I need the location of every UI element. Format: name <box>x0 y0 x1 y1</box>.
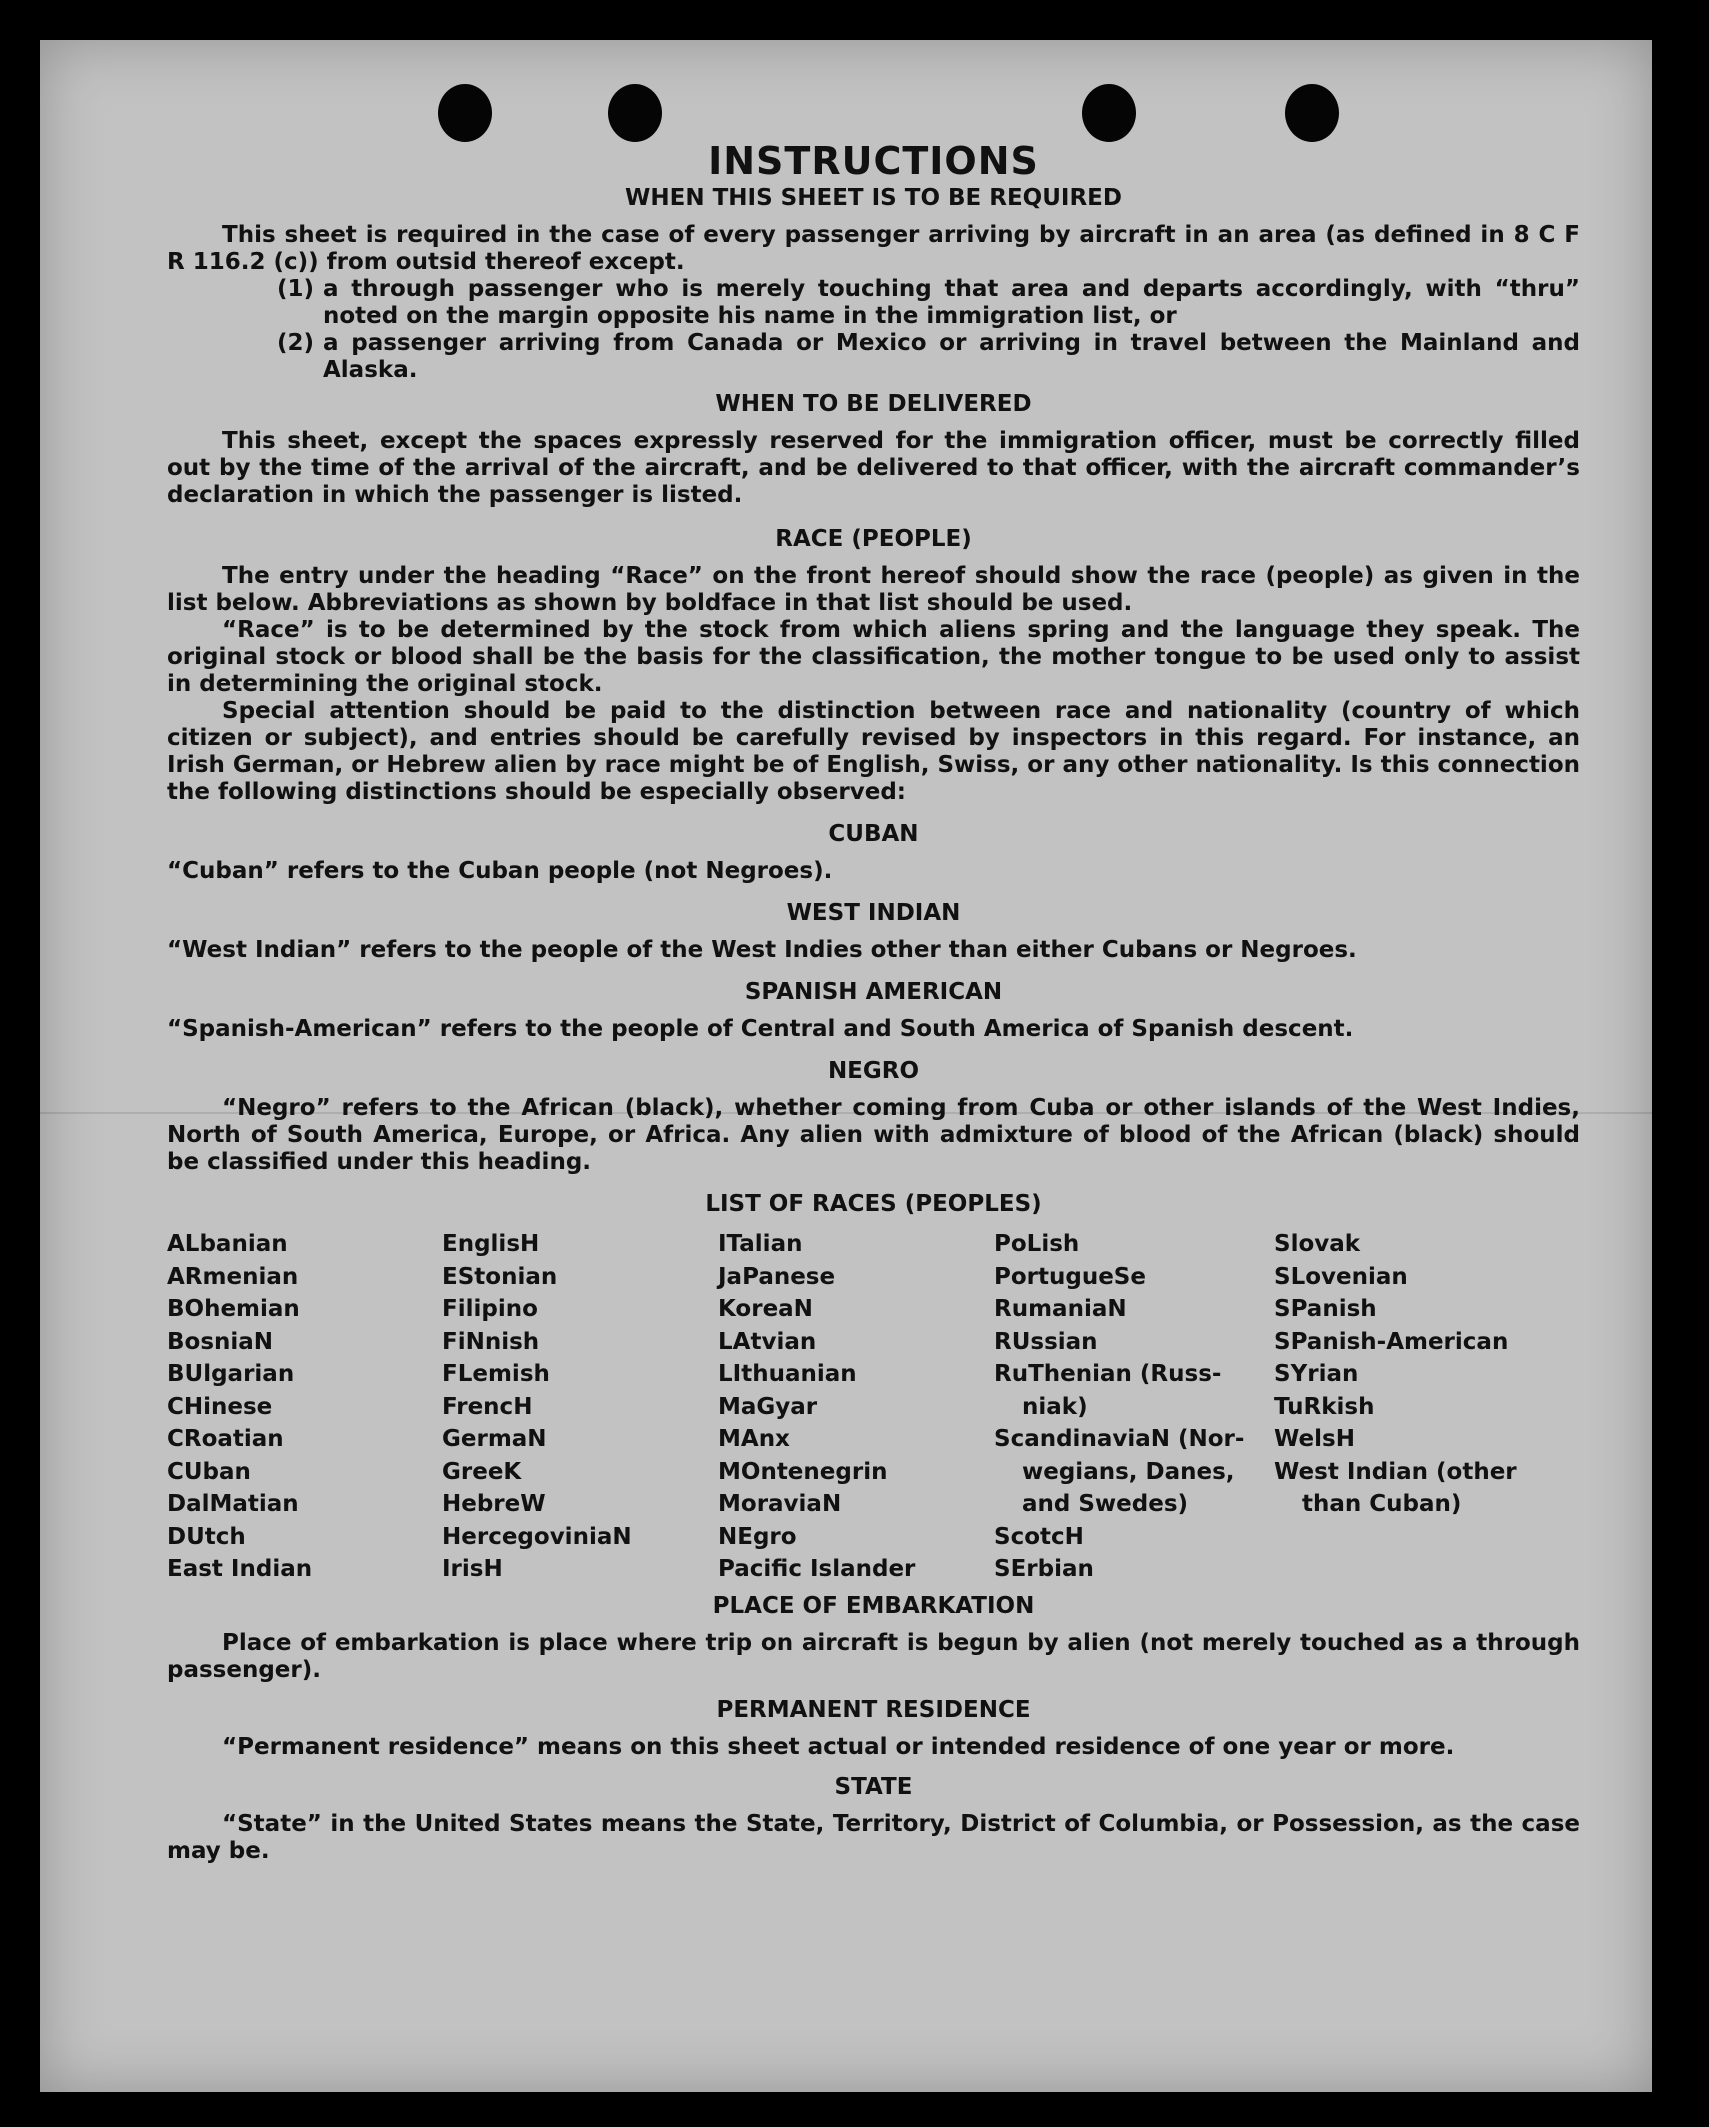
race-entry: Slovak <box>1274 1231 1361 1257</box>
race-entry: ITalian <box>718 1231 803 1257</box>
race-entry: PortugueSe <box>994 1263 1146 1290</box>
race-entry: GreeK <box>442 1458 522 1485</box>
race-entry: ARmenian <box>167 1263 299 1290</box>
punch-hole <box>1285 84 1339 142</box>
race-entry: Filipino <box>442 1296 538 1322</box>
race-entry: HebreW <box>442 1491 546 1517</box>
race-paragraph-1: The entry under the heading “Race” on the front hereof should show the race (people) as given in the list below. Abbreviations as shown by boldface in that list should be used. <box>167 563 1580 616</box>
race-entry: BosniaN <box>167 1328 274 1355</box>
race-entry: niak) <box>1022 1393 1088 1420</box>
race-entry: and Swedes) <box>1022 1491 1189 1517</box>
race-entry: GermaN <box>442 1426 547 1452</box>
race-entry: East Indian <box>167 1556 313 1582</box>
heading-when-delivered: WHEN TO BE DELIVERED <box>715 391 1032 417</box>
race-entry: KoreaN <box>718 1296 813 1322</box>
race-entry: LIthuanian <box>718 1361 857 1387</box>
west-indian-text: “West Indian” refers to the people of the West Indies other than either Cubans or Negroes. <box>167 937 1357 963</box>
race-entry: West Indian (other <box>1274 1458 1517 1485</box>
race-entry: CRoatian <box>167 1426 284 1452</box>
race-entry: CHinese <box>167 1393 273 1420</box>
heading-west-indian: WEST INDIAN <box>786 900 961 926</box>
spanish-american-text: “Spanish-American” refers to the people of Central and South America of Spanish descent. <box>167 1016 1354 1042</box>
race-entry: CUban <box>167 1458 251 1485</box>
heading-state: STATE <box>834 1773 913 1800</box>
race-entry: BUlgarian <box>167 1361 295 1387</box>
exception-list <box>167 276 1580 384</box>
heading-spanish-american: SPANISH AMERICAN <box>744 979 1003 1005</box>
cuban-text: “Cuban” refers to the Cuban people (not Negroes). <box>167 858 833 884</box>
race-entry: DUtch <box>167 1523 246 1550</box>
race-entry: SErbian <box>994 1556 1094 1582</box>
races-column <box>718 1228 994 1586</box>
race-entry: NEgro <box>718 1523 797 1550</box>
heading-negro: NEGRO <box>827 1058 920 1084</box>
permanent-residence-text: “Permanent residence” means on this sheet actual or intended residence of one year or more. <box>222 1733 1455 1760</box>
race-entry: SLovenian <box>1274 1263 1408 1290</box>
race-entry: SPanish <box>1274 1296 1377 1322</box>
race-entry: ScotcH <box>994 1523 1084 1550</box>
heading-race: RACE (PEOPLE) <box>775 526 972 552</box>
race-entry: EStonian <box>442 1263 558 1290</box>
when-delivered-text: This sheet, except the spaces expressly reserved for the immigration officer, must be correctly filled out by the time of the arrival of the aircraft, and be delivered to that officer, with the aircraft commander’s declaration in which the passenger is listed. <box>167 428 1580 508</box>
race-entry: FiNnish <box>442 1328 540 1355</box>
instructions-content <box>167 138 1580 1865</box>
page-title: INSTRUCTIONS <box>708 139 1039 183</box>
races-column <box>1274 1228 1564 1586</box>
punch-hole <box>438 84 492 142</box>
race-entry: BOhemian <box>167 1296 300 1322</box>
race-paragraph-3: Special attention should be paid to the distinction between race and nationality (country of which citizen or subject), and entries should be carefully revised by inspectors in this regard. For instance, an Irish German, or Hebrew alien by race might be of English, Swiss, or any other nationality. Is this connection the following distinctions should be especially observed: <box>167 698 1580 805</box>
race-entry: MAnx <box>718 1426 790 1452</box>
punch-hole <box>608 84 662 142</box>
race-entry: RUssian <box>994 1328 1098 1355</box>
race-entry: wegians, Danes, <box>1022 1458 1235 1485</box>
race-entry: MOntenegrin <box>718 1458 888 1485</box>
heading-cuban: CUBAN <box>828 821 919 847</box>
heading-permanent-residence: PERMANENT RESIDENCE <box>716 1696 1031 1723</box>
race-entry: HercegoviniaN <box>442 1523 632 1550</box>
races-list <box>167 1228 1580 1586</box>
race-entry: than Cuban) <box>1302 1491 1462 1517</box>
punch-hole <box>1082 84 1136 142</box>
negro-text: “Negro” refers to the African (black), whether coming from Cuba or other islands of the West Indies, North of South America, Europe, or Africa. Any alien with admixture of blood of the African (black) should be classified under this heading. <box>167 1095 1580 1175</box>
race-entry: TuRkish <box>1274 1393 1375 1420</box>
race-entry: RuThenian (Russ- <box>994 1361 1222 1387</box>
when-required-intro: This sheet is required in the case of every passenger arriving by aircraft in an area (as defined in 8 C F R 116.2 (c)) from outsid thereof except. <box>167 222 1580 275</box>
race-entry: PoLish <box>994 1231 1080 1257</box>
races-column <box>167 1228 442 1586</box>
state-text: “State” in the United States means the State, Territory, District of Columbia, or Possession, as the case may be. <box>167 1810 1580 1864</box>
race-entry: WelsH <box>1274 1426 1355 1452</box>
heading-embarkation: PLACE OF EMBARKATION <box>712 1592 1035 1619</box>
race-entry: SYrian <box>1274 1361 1359 1387</box>
race-entry: ScandinaviaN (Nor- <box>994 1426 1245 1452</box>
race-entry: MaGyar <box>718 1393 818 1420</box>
race-entry: MoraviaN <box>718 1491 842 1517</box>
races-column <box>994 1228 1274 1586</box>
heading-list-of-races: LIST OF RACES (PEOPLES) <box>705 1191 1042 1217</box>
race-entry: FrencH <box>442 1393 533 1420</box>
race-entry: EnglisH <box>442 1231 540 1257</box>
race-entry: SPanish-American <box>1274 1328 1509 1355</box>
exception-item: (1) a through passenger who is merely touching that area and departs accordingly, with “thru” noted on the margin opposite his name in the immigration list, or <box>277 276 1580 329</box>
race-entry: LAtvian <box>718 1328 817 1355</box>
heading-when-required: WHEN THIS SHEET IS TO BE REQUIRED <box>625 185 1122 211</box>
race-entry: IrisH <box>442 1556 503 1582</box>
race-entry: JaPanese <box>718 1263 836 1290</box>
race-entry: Pacific Islander <box>718 1556 916 1582</box>
race-entry: FLemish <box>442 1361 550 1387</box>
document-page <box>40 40 1652 2092</box>
exception-item: (2) a passenger arriving from Canada or Mexico or arriving in travel between the Mainland and Alaska. <box>277 330 1580 383</box>
race-entry: RumaniaN <box>994 1296 1127 1322</box>
race-entry: ALbanian <box>167 1231 288 1257</box>
races-column <box>442 1228 718 1586</box>
embarkation-text: Place of embarkation is place where trip on aircraft is begun by alien (not merely touched as a through passenger). <box>167 1629 1580 1683</box>
race-entry: DalMatian <box>167 1491 299 1517</box>
race-paragraph-2: “Race” is to be determined by the stock from which aliens spring and the language they speak. The original stock or blood shall be the basis for the classification, the mother tongue to be used only to assist in determining the original stock. <box>167 617 1580 697</box>
